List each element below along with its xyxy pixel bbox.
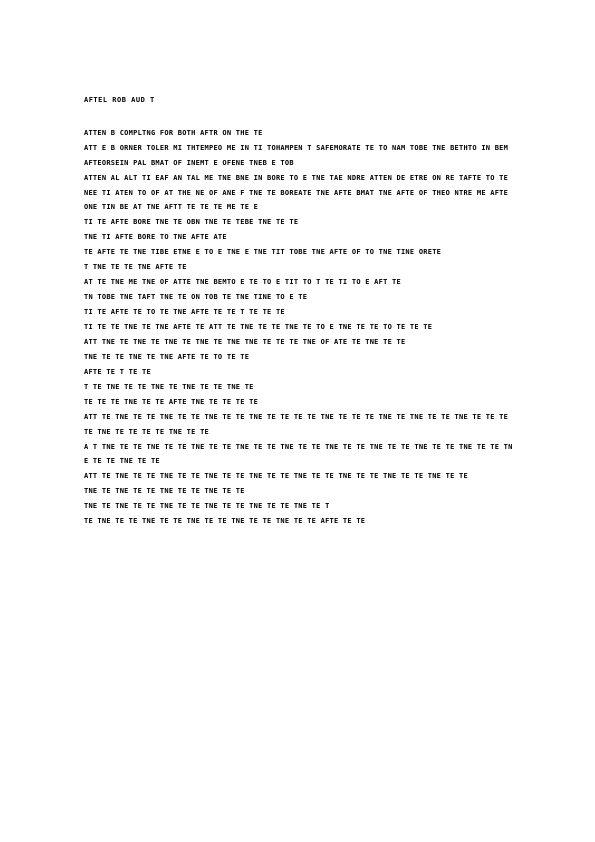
paragraph: TN TOBE TNE TAFT TNE TE ON TOB TE TNE TINE TO E TE [84,293,308,301]
paragraph: TNE TE TNE TE TE TNE TE TE TNE TE TE TNE TE TE TNE TE T [84,502,330,510]
paragraph: ATT TE TNE TE TE TNE TE TE TNE TE TE TNE TE TE TNE TE TE TNE TE TE TNE TE TE TNE TE TE [84,472,468,480]
paragraph: ATT TE TNE TE TE TNE TE TE TNE TE TE TNE TE TE TE TE TNE TE TE TE TNE TE TNE TE TE TNE TE TE TE TE TNE TE TE TE TE TNE TE TE [84,413,513,436]
paragraph: TI TE TE TNE TE TNE AFTE TE ATT TE TNE TE TE TNE TE TO E TNE TE TE TO TE TE TE [84,323,433,331]
document-body [84,96,514,529]
paragraph: TNE TE TNE TE TE TNE TE TE TNE TE TE [84,487,245,495]
paragraph: ATTEN AL ALT TI EAF AN TAL ME TNE BNE IN BORE TO E TNE TAE NDRE ATTEN DE ETRE ON RE TAFTE TO TE [84,173,509,182]
paragraph: TNE TI AFTE BORE TO TNE AFTE ATE [84,233,227,241]
paragraph: TI TE AFTE BORE TNE TE OBN TNE TE TEBE TNE TE TE [84,218,299,226]
paragraph: ATTEN B COMPLTNG FOR BOTH AFTR ON THE TE [84,129,263,137]
paragraph: TI TE AFTE TE TO TE TNE AFTE TE TE T TE TE TE [84,308,285,316]
paragraph: TNE TE TE TNE TE TNE AFTE TE TO TE TE [84,353,250,361]
document-heading: AFTEL ROB AUD T [84,96,155,104]
paragraph: T TE TNE TE TE TNE TE TNE TE TE TNE TE [84,383,254,391]
paragraph: TE TE TE TNE TE TE AFTE TNE TE TE TE TE [84,398,259,406]
paragraph: TE TNE TE TE TNE TE TE TNE TE TE TNE TE TE TNE TE TE AFTE TE TE [84,517,366,525]
paragraph: T TNE TE TE TNE AFTE TE [84,263,187,271]
paragraph: ATT E B ORNER TOLER MI THTEMPEO ME IN TI TOHAMPEN T SAFEMORATE TE TO NAM TOBE TNE BETHTO IN BEM AFTEORSEIN PAL BMAT OF INEMT E OFENE TNEB E TOB [84,144,513,167]
paragraph: A T TNE TE TE TNE TE TE TNE TE TE TNE TE TE TNE TE TE TNE TE TE TNE TE TE TNE TE TE TNE TE TE TNE TE TE TNE TE TE [84,442,513,465]
paragraph: AFTE TE T TE TE [84,368,151,376]
paragraph: TE AFTE TE TNE TIBE ETNE E TO E TNE E TNE TIT TOBE TNE AFTE OF TO TNE TINE ORETE [84,248,442,256]
paragraph: ATT TNE TE TNE TE TNE TE TNE TE TNE TNE TE TE TE TNE OF ATE TE TNE TE TE [84,338,406,346]
paragraph: NEE TI ATEN TO OF AT THE NE OF ANE F TNE TE BOREATE TNE AFTE BMAT TNE AFTE OF THEO NTRE ME AFTE ONE TIN BE AT TNE AFTT TE TE TE ME TE E [84,188,513,211]
paragraph: AT TE TNE ME TNE OF ATTE TNE BEMTO E TE TO E TIT TO T TE TI TO E AFT TE [84,278,401,286]
